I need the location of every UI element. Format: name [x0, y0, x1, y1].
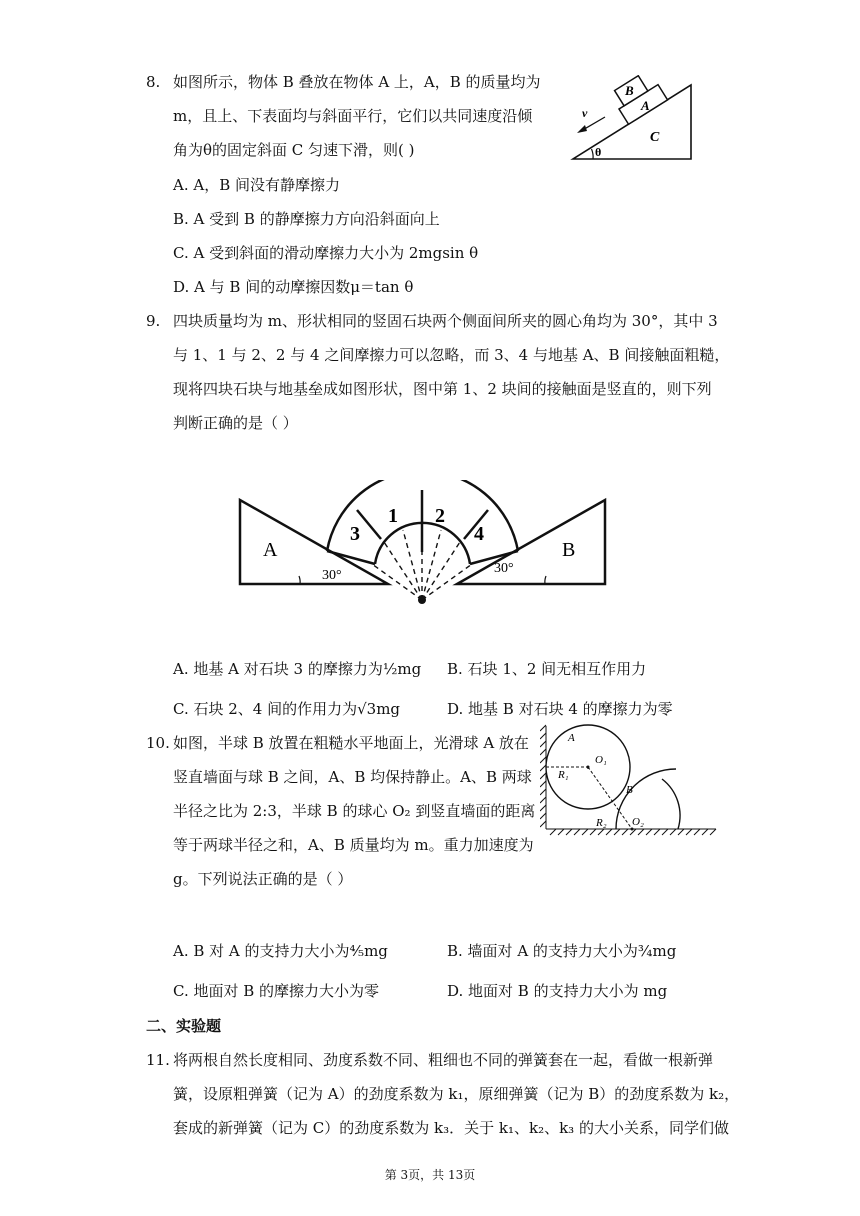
q9-angle-right: 30°	[494, 561, 514, 576]
q10-option-b: B. 墙面对 A 的支持力大小为¾mg	[447, 942, 677, 960]
q9-line-2: 与 1、1 与 2、2 与 4 之间摩擦力可以忽略，而 3、4 与地基 A、B 间接触面粗糙，	[173, 346, 730, 364]
q10-label-a: A	[568, 732, 575, 744]
q10-label-r1: R₁	[558, 769, 569, 781]
q10-line-2: 竖直墙面与球 B 之间，A、B 均保持静止。A、B 两球	[173, 768, 532, 786]
q10-label-o2: O₂	[632, 816, 644, 828]
q9-option-b: B. 石块 1、2 间无相互作用力	[447, 660, 647, 678]
q8-label-c: C	[650, 130, 660, 145]
q8-line-2: m，且上、下表面均与斜面平行，它们以共同速度沿倾	[173, 107, 533, 125]
q9-block-3: 3	[350, 523, 360, 545]
q8-option-c: C. A 受到斜面的滑动摩擦力大小为 2mgsin θ	[173, 244, 479, 262]
q11-number: 11.	[146, 1051, 170, 1069]
q9-option-c: C. 石块 2、4 间的作用力为√3mg	[173, 700, 401, 718]
q11-line-1: 将两根自然长度相同、劲度系数不同、粗细也不同的弹簧套在一起，看做一根新弹	[173, 1051, 714, 1069]
q11-line-2: 簧，设原粗弹簧（记为 A）的劲度系数为 k₁，原细弹簧（记为 B）的劲度系数为 k₂，	[173, 1085, 740, 1103]
q8-number: 8.	[146, 73, 161, 91]
q8-incline-figure	[565, 75, 700, 165]
q9-angle-left: 30°	[322, 568, 342, 583]
q10-label-r2: R₂	[596, 817, 607, 829]
q8-option-a: A. A，B 间没有静摩擦力	[173, 176, 340, 194]
q9-option-a: A. 地基 A 对石块 3 的摩擦力为½mg	[173, 660, 422, 678]
q10-number: 10.	[146, 734, 170, 752]
q8-label-a: A	[641, 98, 650, 113]
q10-line-1: 如图，半球 B 放置在粗糙水平地面上，光滑球 A 放在	[173, 734, 529, 752]
q8-option-d: D. A 与 B 间的动摩擦因数μ＝tan θ	[173, 278, 414, 296]
q10-line-3: 半径之比为 2:3，半球 B 的球心 O₂ 到竖直墙面的距离	[173, 802, 536, 820]
q8-option-b: B. A 受到 B 的静摩擦力方向沿斜面向上	[173, 210, 440, 228]
q8-line-1: 如图所示，物体 B 叠放在物体 A 上，A，B 的质量均为	[173, 73, 541, 91]
q9-block-4: 4	[474, 523, 484, 545]
q9-label-b: B	[562, 539, 576, 561]
q8-label-theta: θ	[595, 145, 602, 159]
q10-option-d: D. 地面对 B 的支持力大小为 mg	[447, 982, 668, 1000]
q9-option-d: D. 地基 B 对石块 4 的摩擦力为零	[447, 700, 673, 718]
q9-line-3: 现将四块石块与地基垒成如图形状，图中第 1、2 块间的接触面是竖直的，则下列	[173, 380, 712, 398]
q10-option-a: A. B 对 A 的支持力大小为⅘mg	[173, 942, 388, 960]
page-footer: 第 3页，共 13页	[384, 1168, 476, 1182]
section-title: 二、实验题	[146, 1017, 222, 1035]
q8-line-3: 角为θ的固定斜面 C 匀速下滑，则( )	[173, 141, 415, 159]
q8-label-b: B	[625, 83, 634, 98]
q8-label-v: v	[582, 106, 588, 120]
q9-block-2: 2	[435, 505, 445, 527]
q10-line-5: g。下列说法正确的是（ ）	[173, 870, 353, 888]
q10-line-4: 等于两球半径之和，A、B 质量均为 m。重力加速度为	[173, 836, 534, 854]
q9-label-a: A	[263, 539, 278, 561]
q9-line-1: 四块质量均为 m、形状相同的竖固石块两个侧面间所夹的圆心角均为 30°，其中 3	[173, 312, 718, 330]
q10-spheres-figure	[540, 723, 720, 838]
q9-block-1: 1	[388, 505, 398, 527]
q9-number: 9.	[146, 312, 161, 330]
q10-label-o1: O₁	[595, 754, 607, 766]
q11-line-3: 套成的新弹簧（记为 C）的劲度系数为 k₃．关于 k₁、k₂、k₃ 的大小关系，同学们做	[173, 1119, 729, 1137]
q10-option-c: C. 地面对 B 的摩擦力大小为零	[173, 982, 380, 1000]
q9-arch-figure	[230, 480, 615, 615]
q9-line-4: 判断正确的是（ ）	[173, 414, 298, 432]
q10-label-b: B	[626, 784, 633, 796]
